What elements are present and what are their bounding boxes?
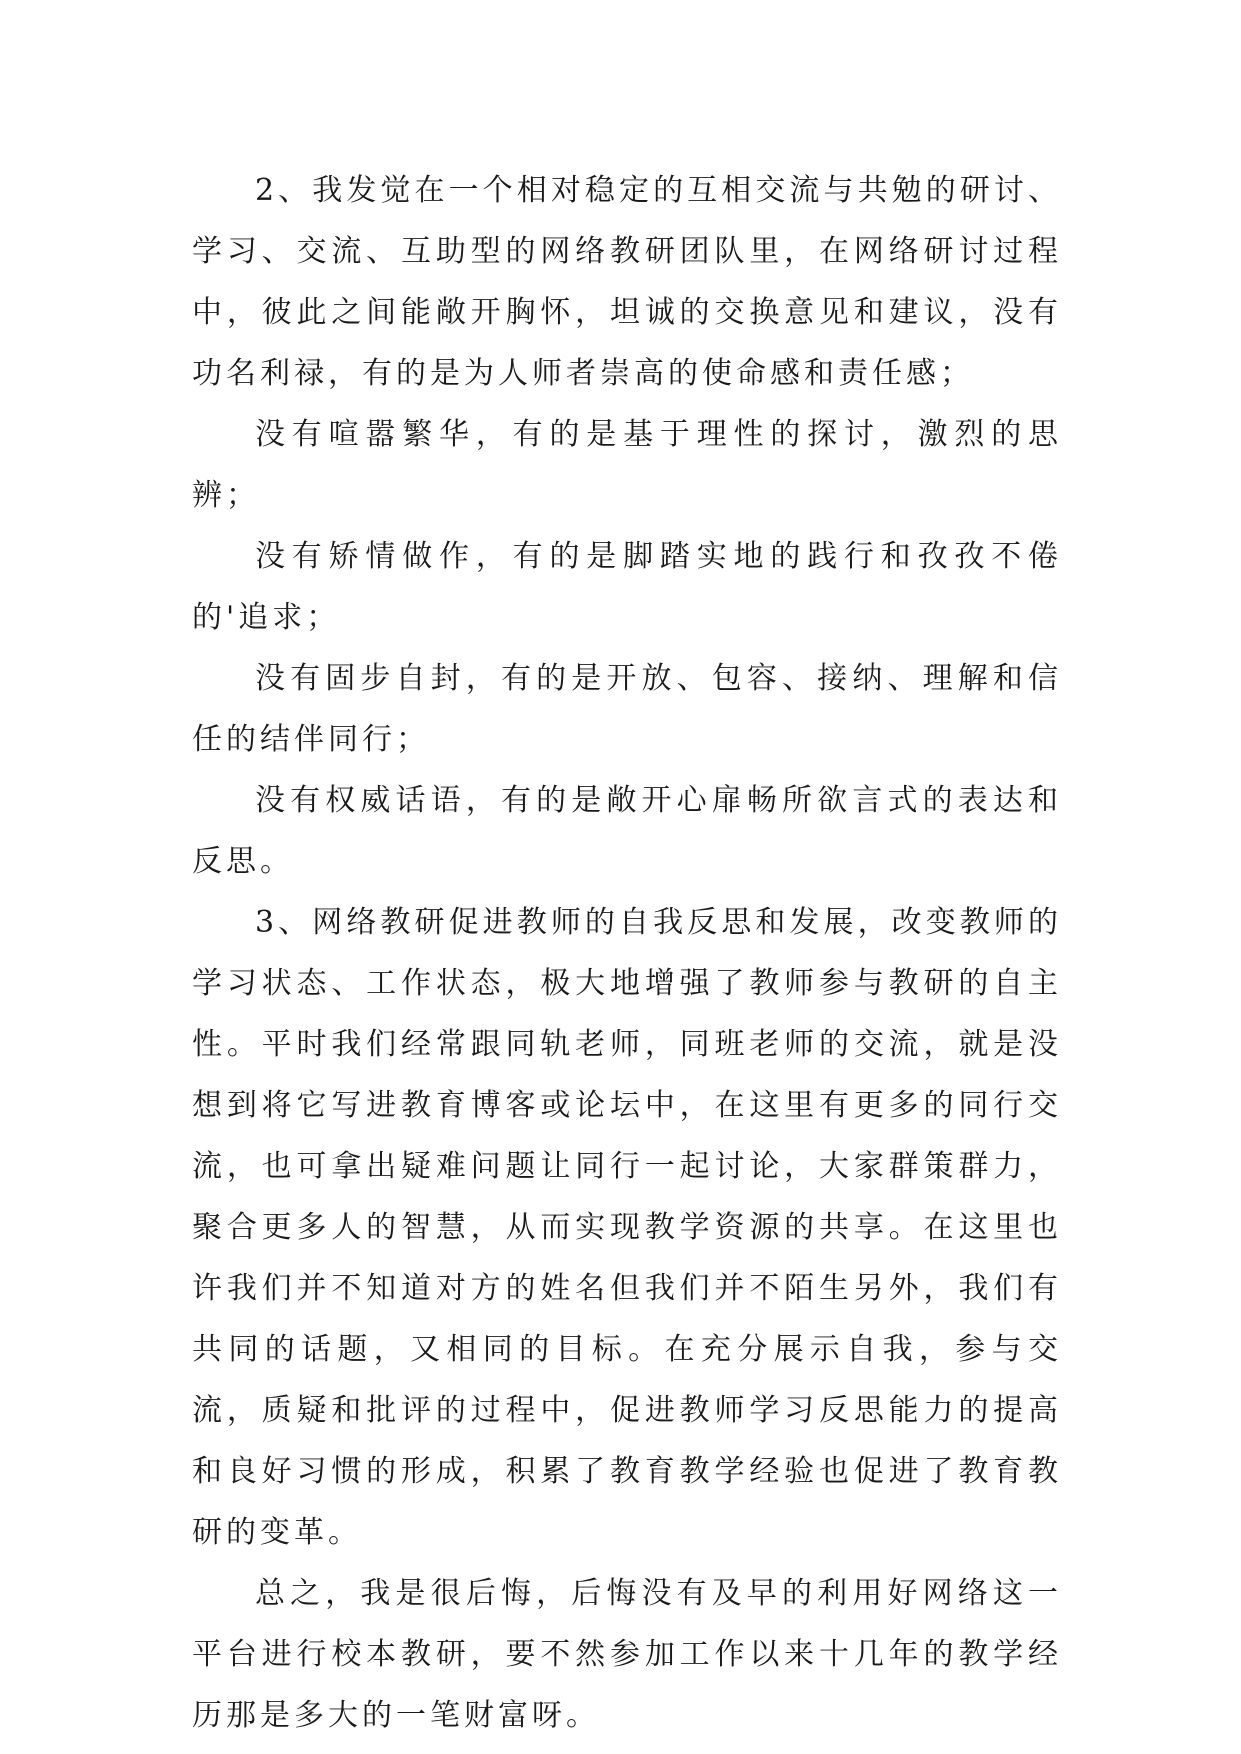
document-body: [192, 160, 1062, 1746]
paragraph-point-2: 2、我发觉在一个相对稳定的互相交流与共勉的研讨、学习、交流、互助型的网络教研团队里，在网络研讨过程中，彼此之间能敞开胸怀，坦诚的交换意见和建议，没有功名利禄，有的是为人师者崇高的使命感和责任感；: [192, 173, 1062, 391]
paragraph-no-complacency: 没有固步自封，有的是开放、包容、接纳、理解和信任的结伴同行；: [192, 661, 1062, 757]
paragraph-no-pretense: 没有矫情做作，有的是脚踏实地的践行和孜孜不倦的'追求；: [192, 539, 1062, 635]
paragraph-no-clamor: 没有喧嚣繁华，有的是基于理性的探讨，激烈的思辨；: [192, 417, 1062, 513]
paragraph-point-3: 3、网络教研促进教师的自我反思和发展，改变教师的学习状态、工作状态，极大地增强了教师参与教研的自主性。平时我们经常跟同轨老师，同班老师的交流，就是没想到将它写进教育博客或论坛中，在这里有更多的同行交流，也可拿出疑难问题让同行一起讨论，大家群策群力，聚合更多人的智慧，从而实现教学资源的共享。在这里也许我们并不知道对方的姓名但我们并不陌生另外，我们有共同的话题，又相同的目标。在充分展示自我，参与交流，质疑和批评的过程中，促进教师学习反思能力的提高和良好习惯的形成，积累了教育教学经验也促进了教育教研的变革。: [192, 905, 1062, 1550]
paragraph-no-authority: 没有权威话语，有的是敞开心扉畅所欲言式的表达和反思。: [192, 783, 1062, 879]
paragraph-conclusion: 总之，我是很后悔，后悔没有及早的利用好网络这一平台进行校本教研，要不然参加工作以来十几年的教学经历那是多大的一笔财富呀。: [192, 1576, 1062, 1733]
